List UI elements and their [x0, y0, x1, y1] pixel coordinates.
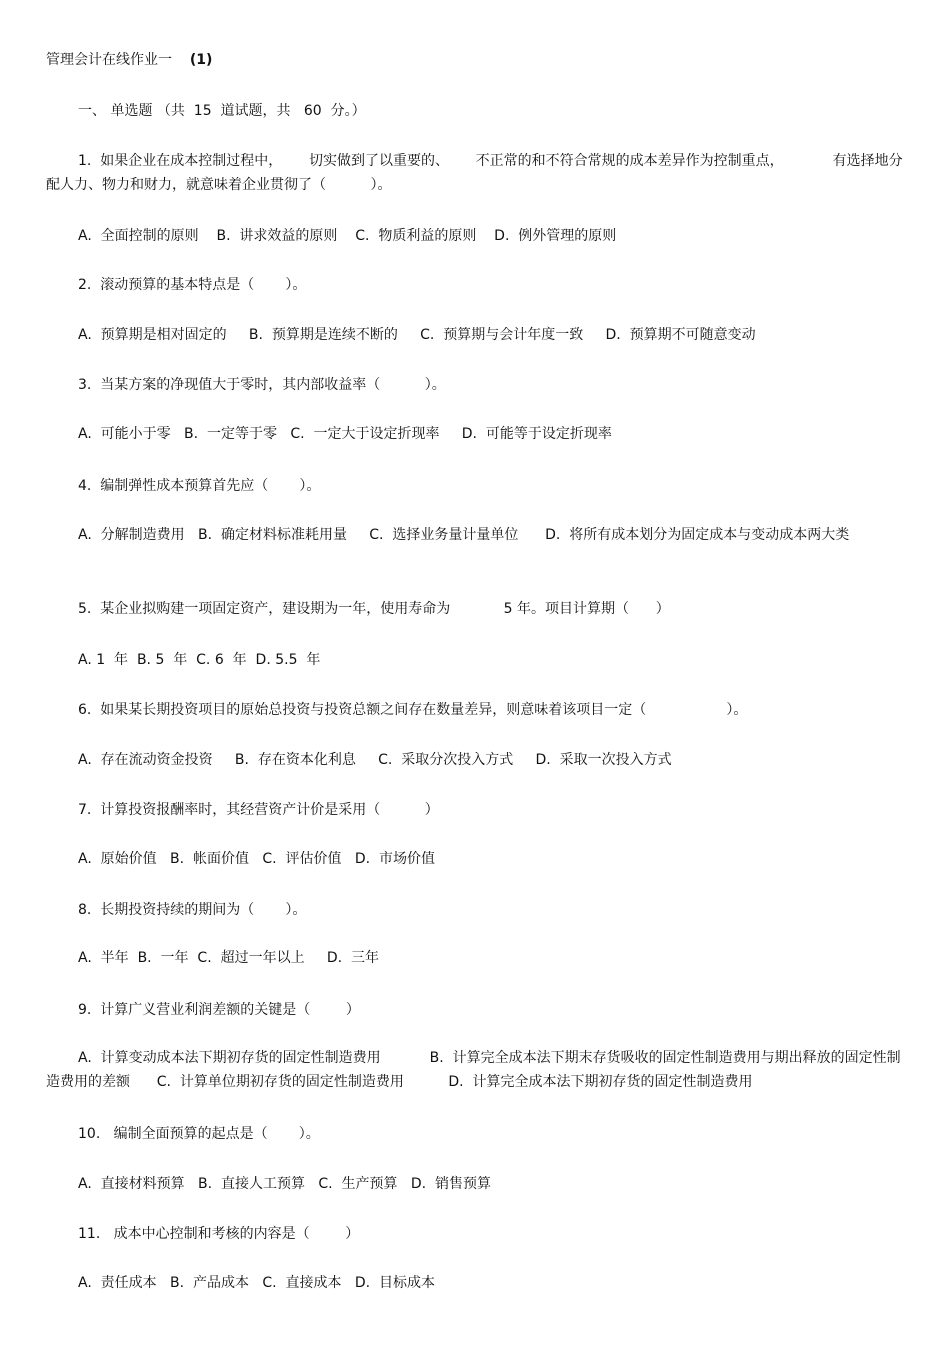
question-1: 1. 如果企业在成本控制过程中， 切实做到了以重要的、 不正常的和不符合常规的成本差异作为控制重点， 有选择地分配人力、物力和财力，就意味着企业贯彻了（ ）。	[46, 153, 903, 193]
answer-options-3: A. 可能小于零 B. 一定等于零 C. 一定大于设定折现率 D. 可能等于设定折现率	[78, 426, 612, 442]
answer-options-6: A. 存在流动资金投资 B. 存在资本化利息 C. 采取分次投入方式 D. 采取一次投入方式	[78, 752, 672, 768]
answer-options-1: A. 全面控制的原则 B. 讲求效益的原则 C. 物质利益的原则 D. 例外管理的原则	[78, 228, 617, 244]
answer-options-4: A. 分解制造费用 B. 确定材料标准耗用量 C. 选择业务量计量单位 D. 将所有成本划分为固定成本与变动成本两大类	[78, 527, 850, 543]
question-3: 3. 当某方案的净现值大于零时，其内部收益率（ ）。	[78, 377, 446, 393]
document-title	[46, 50, 906, 70]
question-11: 11. 成本中心控制和考核的内容是（ ）	[78, 1226, 360, 1242]
answer-options-11: A. 责任成本 B. 产品成本 C. 直接成本 D. 目标成本	[78, 1275, 435, 1291]
answer-options-10: A. 直接材料预算 B. 直接人工预算 C. 生产预算 D. 销售预算	[78, 1176, 491, 1192]
question-2: 2. 滚动预算的基本特点是（ ）。	[78, 277, 307, 293]
question-7: 7. 计算投资报酬率时，其经营资产计价是采用（ ）	[78, 802, 439, 818]
answer-options-5: A. 1 年 B. 5 年 C. 6 年 D. 5.5 年	[78, 652, 321, 668]
title-suffix: (1)	[189, 52, 213, 68]
answer-options-2: A. 预算期是相对固定的 B. 预算期是连续不断的 C. 预算期与会计年度一致 D. 预算期不可随意变动	[78, 327, 756, 343]
section-heading: 一、 单选题 （共 15 道试题，共 60 分。）	[78, 103, 366, 119]
question-10: 10. 编制全面预算的起点是（ ）。	[78, 1126, 320, 1142]
title-text: 管理会计在线作业一	[46, 52, 172, 68]
answer-options-8: A. 半年 B. 一年 C. 超过一年以上 D. 三年	[78, 950, 379, 966]
question-6: 6. 如果某长期投资项目的原始总投资与投资总额之间存在数量差异，则意味着该项目一定（ ）。	[78, 702, 748, 718]
question-9: 9. 计算广义营业利润差额的关键是（ ）	[78, 1002, 360, 1018]
question-5: 5. 某企业拟购建一项固定资产，建设期为一年，使用寿命为 5 年。项目计算期（ ）	[78, 601, 670, 617]
answer-options-7: A. 原始价值 B. 帐面价值 C. 评估价值 D. 市场价值	[78, 851, 435, 867]
answer-options-9: A. 计算变动成本法下期初存货的固定性制造费用 B. 计算完全成本法下期末存货吸收的固定性制造费用与期出释放的固定性制造费用的差额 C. 计算单位期初存货的固定性制造费用 D. 计算完全成本法下期初存货的固定性制造费用	[46, 1050, 901, 1090]
question-8: 8. 长期投资持续的期间为（ ）。	[78, 902, 307, 918]
question-4: 4. 编制弹性成本预算首先应（ ）。	[78, 478, 321, 494]
